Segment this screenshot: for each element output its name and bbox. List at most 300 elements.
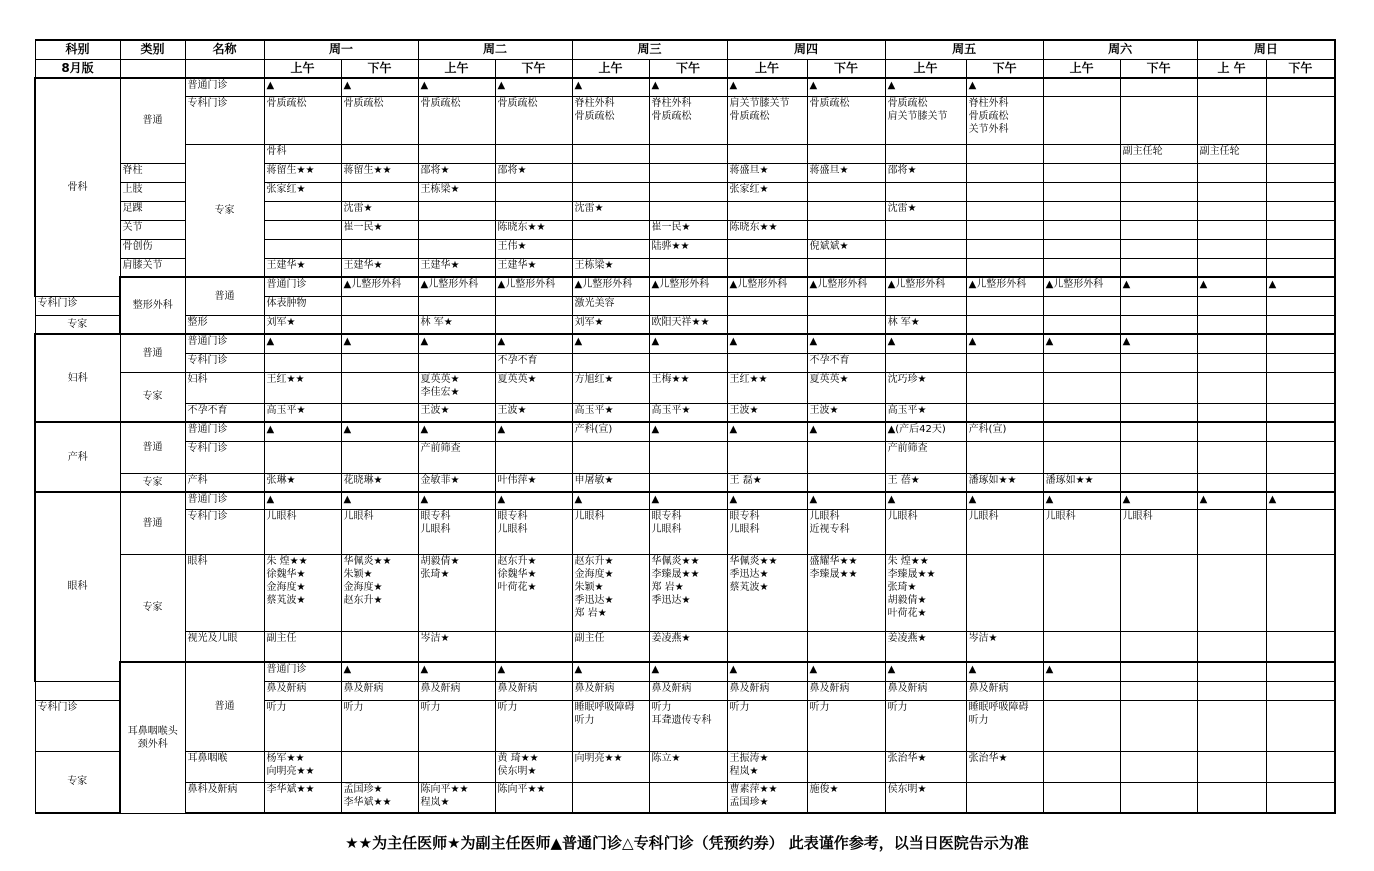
schedule-cell-text: 华佩炎★★ 季迅达★ 蔡芄波★	[729, 555, 778, 593]
schedule-cell	[418, 751, 495, 782]
schedule-cell-text: 鼻及鼾病	[809, 682, 850, 694]
schedule-cell	[966, 662, 1043, 681]
table-row	[35, 353, 1335, 372]
header-day-mon: 周一	[264, 40, 418, 59]
schedule-cell-text: ▲	[887, 664, 896, 675]
schedule-cell	[966, 78, 1043, 96]
schedule-cell-text: 王 蓓★	[887, 474, 920, 486]
schedule-cell-text: 胡毅倩★ 张琦★	[420, 555, 460, 580]
schedule-cell	[1266, 258, 1335, 277]
category-cell: 普通	[120, 492, 185, 554]
schedule-cell	[418, 182, 495, 201]
schedule-cell	[649, 220, 727, 239]
schedule-cell-text: ▲	[651, 424, 660, 435]
schedule-cell-text: 张家红★	[729, 183, 769, 195]
schedule-cell	[341, 334, 418, 353]
schedule-cell-text: 潘琢如★★	[1045, 474, 1094, 486]
schedule-cell	[885, 163, 966, 182]
schedule-cell-text: 王建华★	[420, 259, 460, 271]
schedule-cell-text: 王栋梁★	[574, 259, 614, 271]
schedule-cell	[727, 144, 807, 163]
schedule-cell-text: ▲	[1122, 279, 1131, 290]
header-slot: 下午	[1120, 59, 1197, 78]
schedule-cell	[418, 473, 495, 492]
schedule-cell-text: 眼专科 儿眼科	[420, 510, 451, 535]
category-cell: 专家	[120, 554, 185, 662]
schedule-cell-text: 盛耀华★★ 李臻晟★★	[809, 555, 858, 580]
schedule-cell	[885, 334, 966, 353]
schedule-cell-text: 骨质疏松	[343, 97, 384, 109]
schedule-cell-text: 鼻及鼾病	[968, 682, 1009, 694]
schedule-cell-text: ▲	[1122, 494, 1131, 505]
header-slot: 下午	[649, 59, 727, 78]
schedule-cell	[885, 403, 966, 422]
schedule-cell	[1197, 631, 1266, 662]
schedule-cell	[727, 315, 807, 334]
schedule-cell	[1266, 315, 1335, 334]
header-day-fri: 周五	[885, 40, 1043, 59]
schedule-cell	[727, 700, 807, 751]
schedule-cell	[264, 220, 341, 239]
schedule-cell-text: 儿眼科	[343, 510, 374, 522]
schedule-cell	[966, 296, 1043, 315]
schedule-cell-text: 听力	[420, 701, 441, 713]
schedule-cell-text: 赵东升★ 金海度★ 朱颖★ 季迅达★ 郑 岩★	[574, 555, 614, 619]
schedule-cell	[341, 403, 418, 422]
schedule-cell	[1120, 239, 1197, 258]
schedule-cell-text: 睡眠呼吸障碍 听力	[574, 701, 635, 726]
schedule-cell	[727, 182, 807, 201]
schedule-cell	[807, 144, 885, 163]
schedule-cell	[1266, 78, 1335, 96]
schedule-cell-text: ▲	[1268, 494, 1277, 505]
schedule-cell-text: ▲	[497, 424, 506, 435]
schedule-cell	[572, 782, 649, 813]
schedule-cell-text: 林 军★	[887, 316, 920, 328]
schedule-cell-text: ▲	[809, 494, 818, 505]
schedule-cell	[885, 422, 966, 441]
clinic-name-cell: 脊柱	[120, 163, 185, 182]
dept-cell: 整形外科	[120, 277, 185, 334]
schedule-cell	[807, 700, 885, 751]
schedule-cell	[1197, 96, 1266, 144]
schedule-cell-text: 产前筛查	[420, 442, 461, 454]
header-slot: 上午	[885, 59, 966, 78]
schedule-cell	[727, 403, 807, 422]
schedule-cell	[341, 782, 418, 813]
schedule-cell-text: 儿眼科	[1045, 510, 1076, 522]
schedule-cell-text: ▲	[266, 336, 275, 347]
schedule-cell-text: 激光美容	[574, 297, 615, 309]
schedule-cell	[1266, 353, 1335, 372]
category-cell: 普通	[120, 78, 185, 163]
schedule-cell	[1043, 403, 1120, 422]
schedule-cell	[572, 239, 649, 258]
schedule-cell	[885, 144, 966, 163]
clinic-name-cell: 不孕不育	[185, 403, 264, 422]
clinic-name-cell: 专科门诊	[35, 700, 120, 751]
schedule-cell	[1266, 782, 1335, 813]
schedule-cell	[649, 353, 727, 372]
schedule-cell	[649, 492, 727, 509]
schedule-cell-text: 姜凌燕★	[887, 632, 927, 644]
clinic-name-cell: 普通门诊	[185, 422, 264, 441]
schedule-cell	[1197, 78, 1266, 96]
schedule-cell-text: 王波★	[497, 404, 527, 416]
schedule-cell	[572, 631, 649, 662]
schedule-cell-text: 王红★★	[729, 373, 768, 385]
schedule-cell	[495, 751, 572, 782]
schedule-cell-text: ▲	[343, 424, 352, 435]
schedule-cell	[1266, 492, 1335, 509]
schedule-cell	[1120, 681, 1197, 700]
schedule-cell	[885, 441, 966, 473]
schedule-cell-text: 王 磊★	[729, 474, 762, 486]
schedule-cell	[966, 700, 1043, 751]
schedule-cell-text: 王梅★★	[651, 373, 690, 385]
schedule-cell-text: ▲	[729, 494, 738, 505]
schedule-cell-text: ▲儿整形外科	[1045, 279, 1104, 290]
schedule-cell	[418, 163, 495, 182]
schedule-cell	[1120, 163, 1197, 182]
schedule-cell	[885, 372, 966, 403]
clinic-name-cell: 骨创伤	[120, 239, 185, 258]
schedule-cell	[495, 182, 572, 201]
clinic-name-cell: 肩膝关节	[120, 258, 185, 277]
schedule-cell	[885, 681, 966, 700]
header-slot: 下午	[807, 59, 885, 78]
schedule-cell-text: 王栋梁★	[420, 183, 460, 195]
schedule-cell	[1043, 662, 1120, 681]
schedule-cell	[966, 473, 1043, 492]
schedule-cell	[649, 258, 727, 277]
schedule-cell-text: ▲	[729, 424, 738, 435]
schedule-cell-text: 副主任轮	[1122, 145, 1163, 157]
schedule-cell-text: 产科(宣)	[968, 424, 1007, 435]
schedule-cell	[727, 220, 807, 239]
category-cell: 专家	[120, 473, 185, 492]
schedule-cell-text: 王波★	[809, 404, 839, 416]
schedule-cell	[572, 372, 649, 403]
schedule-cell	[1266, 403, 1335, 422]
header-slot: 下午	[341, 59, 418, 78]
category-cell: 普通	[185, 662, 264, 751]
schedule-cell-text: 邵将★	[887, 164, 917, 176]
schedule-cell	[966, 277, 1043, 296]
schedule-cell	[807, 509, 885, 554]
schedule-cell	[649, 681, 727, 700]
schedule-cell	[966, 258, 1043, 277]
category-cell: 普通	[120, 422, 185, 473]
schedule-cell	[1197, 220, 1266, 239]
schedule-cell	[966, 315, 1043, 334]
schedule-cell-text: 高玉平★	[574, 404, 614, 416]
schedule-cell-text: ▲	[887, 80, 896, 91]
schedule-cell	[727, 473, 807, 492]
clinic-name-cell: 足踝	[120, 201, 185, 220]
schedule-cell	[1043, 492, 1120, 509]
schedule-cell	[727, 163, 807, 182]
table-row	[35, 509, 1335, 554]
schedule-cell	[264, 554, 341, 631]
schedule-cell	[1043, 631, 1120, 662]
schedule-cell-text: 骨质疏松	[266, 97, 307, 109]
schedule-cell	[572, 492, 649, 509]
table-row	[35, 473, 1335, 492]
schedule-cell-text: 赵东升★ 徐魏华★ 叶荷花★	[497, 555, 537, 593]
schedule-cell-text: 叶伟萍★	[497, 474, 537, 486]
schedule-cell	[264, 631, 341, 662]
schedule-cell-text: ▲	[343, 336, 352, 347]
schedule-cell-text: ▲	[968, 664, 977, 675]
schedule-cell	[1043, 315, 1120, 334]
header-blank	[120, 59, 185, 78]
schedule-cell	[572, 296, 649, 315]
schedule-cell	[966, 239, 1043, 258]
header-edition: 8月版	[35, 59, 120, 78]
schedule-cell	[418, 554, 495, 631]
schedule-cell-text: 姜凌燕★	[651, 632, 691, 644]
schedule-cell	[1266, 144, 1335, 163]
schedule-cell	[1197, 509, 1266, 554]
schedule-cell-text: 金敏菲★	[420, 474, 460, 486]
schedule-cell	[1043, 182, 1120, 201]
schedule-cell-text: 欧阳天祥★★	[651, 316, 710, 328]
schedule-cell	[1266, 220, 1335, 239]
schedule-cell	[1266, 422, 1335, 441]
schedule-cell-text: 王建华★	[497, 259, 537, 271]
schedule-cell	[341, 681, 418, 700]
schedule-cell	[1120, 662, 1197, 681]
schedule-cell	[727, 751, 807, 782]
schedule-cell-text: ▲儿整形外科	[574, 279, 633, 290]
schedule-cell-text: 眼专科 儿眼科	[497, 510, 528, 535]
table-row	[35, 144, 1335, 163]
schedule-cell-text: 眼专科 儿眼科	[729, 510, 760, 535]
schedule-cell-text: 蒋盛旦★	[809, 164, 849, 176]
header-day-thu: 周四	[727, 40, 885, 59]
schedule-cell	[885, 239, 966, 258]
schedule-cell-text: 听力	[729, 701, 750, 713]
schedule-cell	[572, 315, 649, 334]
schedule-cell	[727, 681, 807, 700]
schedule-cell	[1197, 700, 1266, 751]
dept-cell: 骨科	[35, 78, 120, 296]
category-cell: 普通	[185, 277, 264, 315]
schedule-cell-text: 陈向平★★ 程岚★	[420, 783, 469, 808]
schedule-cell	[966, 554, 1043, 631]
dept-cell: 妇科	[35, 334, 120, 422]
schedule-cell-text: 鼻及鼾病	[651, 682, 692, 694]
schedule-cell	[807, 372, 885, 403]
schedule-cell	[1197, 492, 1266, 509]
header-slot: 下午	[966, 59, 1043, 78]
schedule-cell-text: 儿眼科 近视专科	[809, 510, 850, 535]
schedule-cell	[885, 473, 966, 492]
schedule-cell-text: ▲	[574, 494, 583, 505]
schedule-cell	[418, 700, 495, 751]
schedule-cell-text: ▲	[1199, 279, 1208, 290]
header-slot: 下午	[495, 59, 572, 78]
schedule-cell-text: 王红★★	[266, 373, 305, 385]
schedule-cell	[1120, 782, 1197, 813]
schedule-cell-text: 蒋留生★★	[343, 164, 392, 176]
schedule-cell-text: ▲	[1268, 279, 1277, 290]
schedule-cell	[727, 492, 807, 509]
schedule-cell	[1197, 681, 1266, 700]
schedule-cell	[807, 631, 885, 662]
schedule-cell	[572, 422, 649, 441]
schedule-cell	[1043, 258, 1120, 277]
schedule-cell	[418, 296, 495, 315]
schedule-cell	[966, 422, 1043, 441]
schedule-cell	[807, 751, 885, 782]
schedule-cell-text: ▲	[887, 336, 896, 347]
clinic-name-cell: 专科门诊	[185, 96, 264, 144]
schedule-cell	[495, 441, 572, 473]
schedule-cell	[1043, 473, 1120, 492]
schedule-cell	[649, 782, 727, 813]
schedule-cell	[1120, 372, 1197, 403]
header-name: 名称	[185, 40, 264, 59]
schedule-cell	[885, 220, 966, 239]
schedule-cell-text: ▲	[497, 494, 506, 505]
legend-footer: ★★为主任医师★为副主任医师▲普通门诊△专科门诊（凭预约券） 此表谨作参考，以当日医院告示为准	[345, 834, 1029, 852]
header-day-sat: 周六	[1043, 40, 1197, 59]
schedule-cell	[1043, 751, 1120, 782]
schedule-cell	[885, 353, 966, 372]
clinic-name-cell: 专科门诊	[185, 509, 264, 554]
schedule-cell	[885, 554, 966, 631]
schedule-cell	[1197, 277, 1266, 296]
schedule-cell	[649, 334, 727, 353]
schedule-cell-text: ▲	[343, 80, 352, 91]
schedule-cell	[966, 144, 1043, 163]
clinic-name-cell: 耳鼻咽喉	[185, 751, 264, 782]
schedule-cell	[727, 258, 807, 277]
schedule-cell	[966, 681, 1043, 700]
schedule-cell	[807, 403, 885, 422]
schedule-cell-text: 骨质疏松	[809, 97, 850, 109]
schedule-cell	[727, 631, 807, 662]
schedule-cell-text: 听力	[266, 701, 287, 713]
schedule-cell	[966, 163, 1043, 182]
schedule-cell-text: 副主任	[574, 632, 605, 644]
header-dept: 科别	[35, 40, 120, 59]
schedule-cell-text: 夏英英★ 李佳宏★	[420, 373, 460, 398]
schedule-cell-text: 夏英英★	[497, 373, 537, 385]
schedule-cell	[807, 78, 885, 96]
schedule-cell	[807, 334, 885, 353]
schedule-cell-text: ▲	[968, 494, 977, 505]
schedule-cell-text: ▲	[497, 80, 506, 91]
schedule-cell	[1197, 239, 1266, 258]
schedule-cell-text: 眼专科 儿眼科	[651, 510, 682, 535]
schedule-cell	[807, 220, 885, 239]
schedule-cell	[1043, 353, 1120, 372]
schedule-cell	[727, 509, 807, 554]
schedule-cell	[341, 96, 418, 144]
schedule-cell	[1043, 782, 1120, 813]
schedule-cell-text: ▲	[729, 336, 738, 347]
schedule-cell	[264, 315, 341, 334]
schedule-cell	[807, 96, 885, 144]
schedule-cell	[966, 372, 1043, 403]
schedule-cell-text: ▲	[651, 664, 660, 675]
schedule-cell	[649, 441, 727, 473]
category-cell: 普通	[120, 334, 185, 372]
schedule-cell-text: 体表肿物	[266, 297, 307, 309]
table-row	[35, 782, 1335, 813]
schedule-cell	[495, 96, 572, 144]
schedule-cell-text: 张琳★	[266, 474, 296, 486]
schedule-cell	[495, 473, 572, 492]
schedule-cell	[885, 751, 966, 782]
schedule-cell-text: 蒋留生★★	[266, 164, 315, 176]
schedule-cell	[495, 782, 572, 813]
schedule-cell	[1120, 422, 1197, 441]
schedule-cell	[885, 182, 966, 201]
schedule-cell	[1266, 751, 1335, 782]
schedule-cell	[1120, 258, 1197, 277]
schedule-cell	[418, 662, 495, 681]
schedule-cell-text: ▲儿整形外科	[343, 279, 402, 290]
table-row	[35, 441, 1335, 473]
schedule-cell	[341, 239, 418, 258]
schedule-cell	[264, 353, 341, 372]
schedule-cell-text: 高玉平★	[887, 404, 927, 416]
clinic-name-cell: 整形	[185, 315, 264, 334]
schedule-cell-text: 骨质疏松	[497, 97, 538, 109]
schedule-cell	[572, 473, 649, 492]
schedule-cell	[1043, 554, 1120, 631]
schedule-cell-text: 施俊★	[809, 783, 839, 795]
schedule-cell	[418, 509, 495, 554]
clinic-name-cell: 妇科	[185, 372, 264, 403]
schedule-cell	[1197, 441, 1266, 473]
schedule-cell-text: 岑洁★	[420, 632, 450, 644]
schedule-cell-text: 脊柱外科 骨质疏松 关节外科	[968, 97, 1009, 135]
schedule-cell-text: 崔一民★	[343, 221, 383, 233]
schedule-cell	[495, 662, 572, 681]
schedule-cell	[572, 353, 649, 372]
schedule-cell	[807, 441, 885, 473]
schedule-cell	[341, 144, 418, 163]
schedule-cell	[264, 78, 341, 96]
schedule-cell-text: 邵将★	[420, 164, 450, 176]
schedule-cell	[649, 662, 727, 681]
header-slot: 下午	[1266, 59, 1335, 78]
schedule-cell	[1120, 296, 1197, 315]
schedule-cell	[495, 258, 572, 277]
schedule-cell	[341, 554, 418, 631]
schedule-cell	[649, 277, 727, 296]
schedule-cell	[341, 372, 418, 403]
schedule-cell-text: 岑洁★	[968, 632, 998, 644]
schedule-cell-text: 儿眼科	[968, 510, 999, 522]
schedule-cell	[495, 163, 572, 182]
schedule-cell-text: ▲	[420, 494, 429, 505]
schedule-cell	[341, 441, 418, 473]
clinic-name-cell: 鼻科及鼾病	[185, 782, 264, 813]
schedule-cell-text: 蒋盛旦★	[729, 164, 769, 176]
schedule-cell	[264, 473, 341, 492]
schedule-cell-text: ▲	[729, 80, 738, 91]
schedule-cell-text: ▲儿整形外科	[968, 279, 1027, 290]
schedule-cell-text: ▲	[266, 424, 275, 435]
schedule-cell	[341, 258, 418, 277]
schedule-cell	[418, 239, 495, 258]
